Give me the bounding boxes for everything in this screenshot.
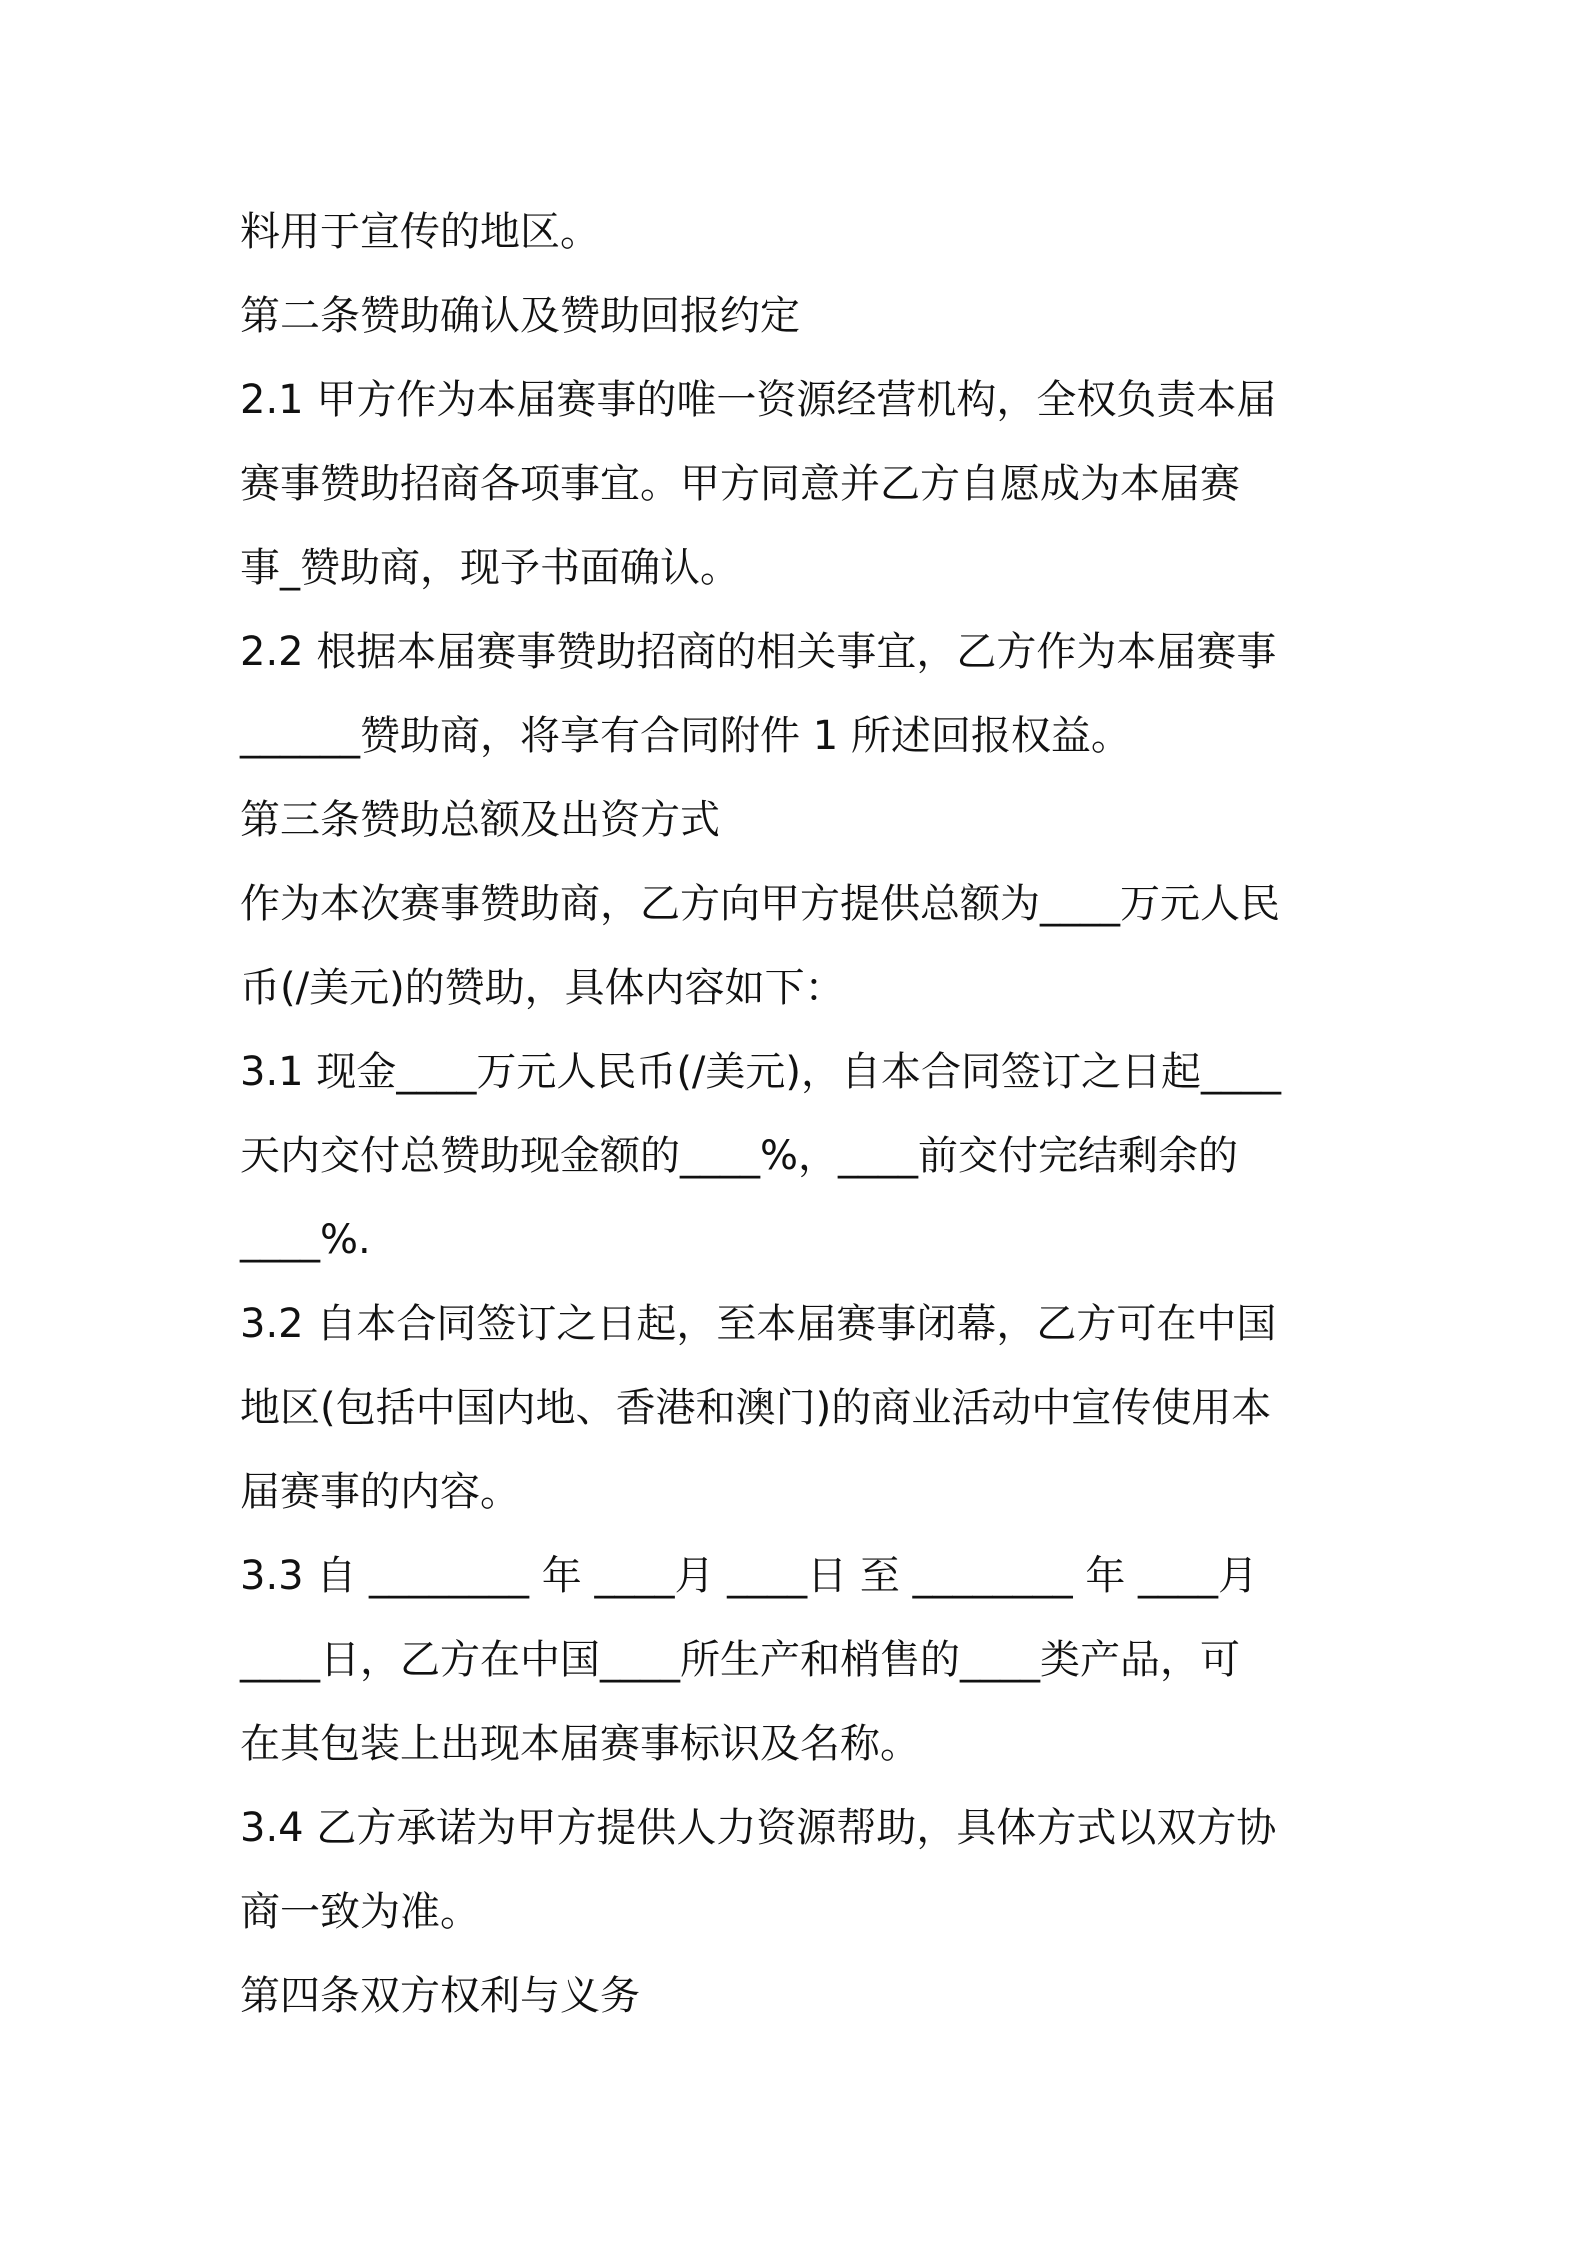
text-line: ____日，乙方在中国____所生产和梢售的____类产品，可 — [240, 1637, 1240, 1683]
text-line: 作为本次赛事赞助商，乙方向甲方提供总额为____万元人民 — [240, 881, 1280, 927]
text-line: 商一致为准。 — [240, 1889, 480, 1935]
section-heading-2: 第二条赞助确认及赞助回报约定 — [240, 293, 800, 339]
text-line: 3.3 自 ________ 年 ____月 ____日 至 ________ 年 ____月 — [240, 1553, 1259, 1599]
text-line: 2.2 根据本届赛事赞助招商的相关事宜，乙方作为本届赛事 — [240, 629, 1277, 675]
text-line: 3.1 现金____万元人民币(/美元)，自本合同签订之日起____ — [240, 1049, 1282, 1095]
text-line: 币(/美元)的赞助，具体内容如下： — [240, 965, 845, 1011]
section-heading-4: 第四条双方权利与义务 — [240, 1973, 640, 2019]
text-line: ____%. — [240, 1217, 371, 1263]
text-line: 2.1 甲方作为本届赛事的唯一资源经营机构，全权负责本届 — [240, 377, 1277, 423]
text-line: 在其包装上出现本届赛事标识及名称。 — [240, 1721, 920, 1767]
text-line: 赛事赞助招商各项事宜。甲方同意并乙方自愿成为本届赛 — [240, 461, 1240, 507]
text-line: ______赞助商，将享有合同附件 1 所述回报权益。 — [240, 713, 1131, 759]
text-line: 天内交付总赞助现金额的____%，____前交付完结剩余的 — [240, 1133, 1239, 1179]
section-heading-3: 第三条赞助总额及出资方式 — [240, 797, 720, 843]
text-line: 届赛事的内容。 — [240, 1469, 520, 1515]
document-body — [240, 190, 1360, 2038]
text-line: 料用于宣传的地区。 — [240, 209, 600, 255]
text-line: 事_赞助商，现予书面确认。 — [240, 545, 740, 591]
text-line: 3.4 乙方承诺为甲方提供人力资源帮助，具体方式以双方协 — [240, 1805, 1277, 1851]
text-line: 地区(包括中国内地、香港和澳门)的商业活动中宣传使用本 — [240, 1385, 1272, 1431]
text-line: 3.2 自本合同签订之日起，至本届赛事闭幕，乙方可在中国 — [240, 1301, 1277, 1347]
